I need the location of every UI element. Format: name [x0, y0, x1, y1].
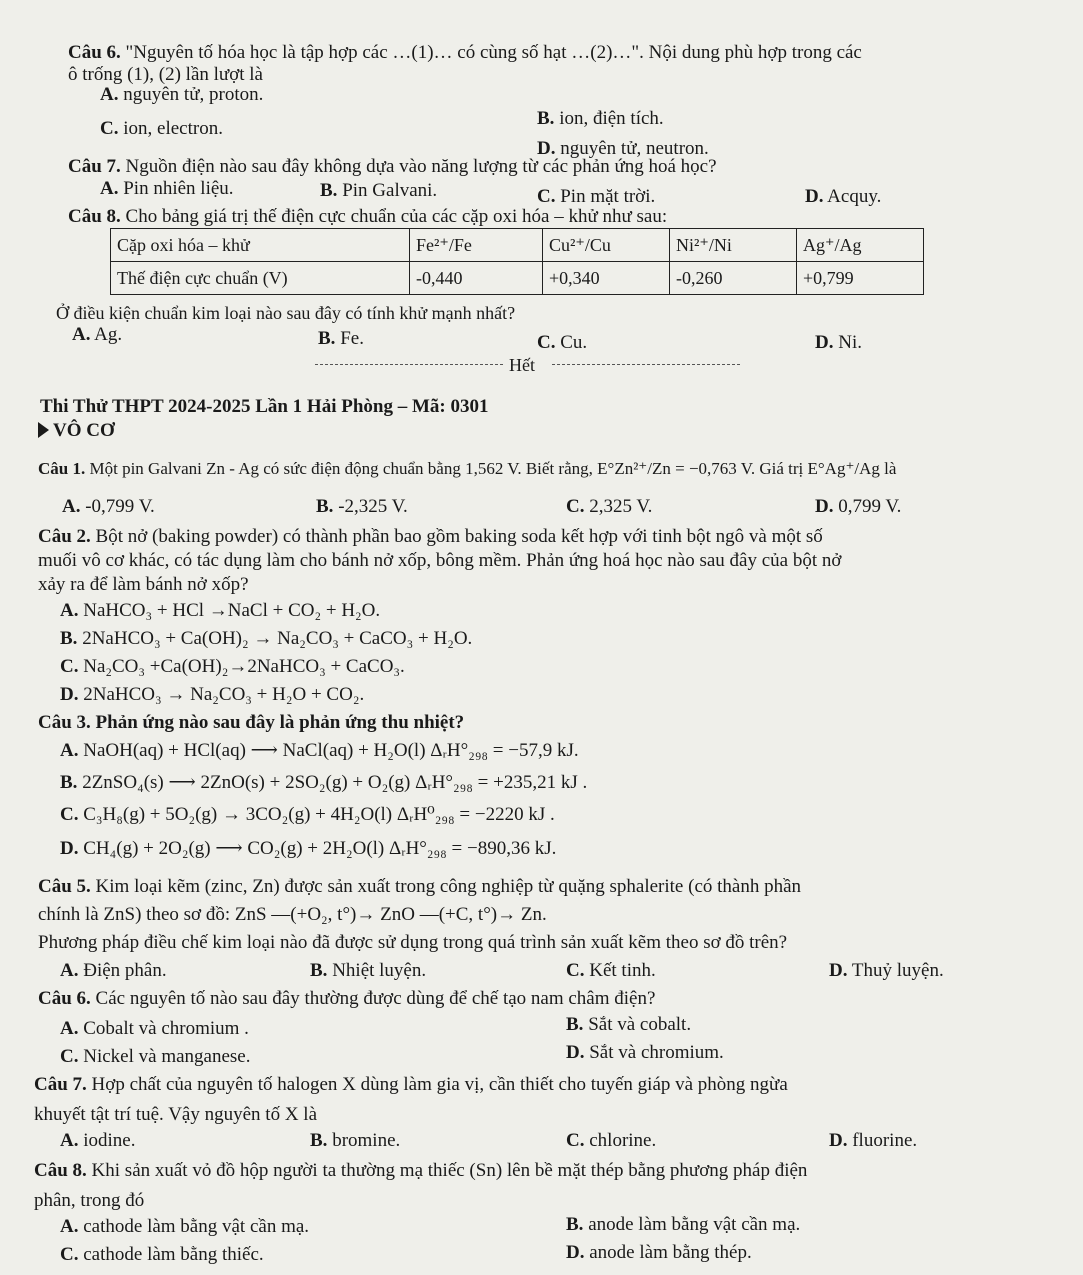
separator-left	[315, 364, 503, 365]
table-cell-value: -0,440	[410, 262, 543, 295]
q8a-option-b: B. Fe.	[318, 328, 364, 349]
q7b-option-c: C. chlorine.	[566, 1130, 657, 1151]
q6b-option-b: B. Sắt và cobalt.	[566, 1014, 692, 1035]
q7a-line1: Câu 7. Nguồn điện nào sau đây không dựa vào năng lượng từ các phản ứng hoá học?	[68, 156, 717, 177]
q1b-text: Câu 1. Một pin Galvani Zn - Ag có sức điện động chuẩn bằng 1,562 V. Biết rằng, E°Zn²⁺/Zn = −0,763 V. Giá trị E°Ag⁺/Ag là	[38, 459, 897, 478]
q8a-option-d: D. Ni.	[815, 332, 862, 353]
q3b-line1: Câu 3. Phản ứng nào sau đây là phản ứng thu nhiệt?	[38, 712, 465, 733]
q7b-line1: Câu 7. Hợp chất của nguyên tố halogen X dùng làm gia vị, cần thiết cho tuyến giáp và phòng ngừa	[34, 1074, 788, 1095]
triangle-bullet-icon	[38, 422, 49, 438]
table-cell-value: -0,260	[670, 262, 797, 295]
table-header-potential: Thế điện cực chuẩn (V)	[111, 262, 410, 295]
q5b-option-a: A. Điện phân.	[60, 960, 167, 981]
q1b-option-d: D. 0,799 V.	[815, 496, 902, 517]
q7b-option-d: D. fluorine.	[829, 1130, 918, 1151]
q3b-option-d: D. CH₄(g) + 2O₂(g) ⟶ CO₂(g) + 2H₂O(l) ΔᵣH°₂₉₈ = −890,36 kJ.	[60, 838, 557, 859]
q8b-option-d: D. anode làm bằng thép.	[566, 1242, 752, 1263]
q6a-line1: Câu 6. "Nguyên tố hóa học là tập hợp các …(1)… có cùng số hạt …(2)…". Nội dung phù hợp trong các	[68, 42, 862, 63]
q1b-option-a: A. -0,799 V.	[62, 496, 155, 517]
q1b-option-c: C. 2,325 V.	[566, 496, 653, 517]
q2b-line1: Câu 2. Bột nở (baking powder) có thành phần bao gồm baking soda kết hợp với tinh bột ngô và một số	[38, 526, 823, 547]
q6a-option-a: A. nguyên tử, proton.	[100, 84, 264, 105]
q2b-option-c: C. Na₂CO₃ +Ca(OH)₂→2NaHCO₃ + CaCO₃.	[60, 656, 405, 677]
q6a-option-d: D. nguyên tử, neutron.	[537, 138, 709, 159]
q6a-option-c: C. ion, electron.	[100, 118, 223, 139]
q7a-option-c: C. Pin mặt trời.	[537, 186, 656, 207]
section-heading	[38, 420, 115, 442]
electrode-potential-table	[110, 228, 924, 295]
q8a-option-c: C. Cu.	[537, 332, 588, 353]
q3b-option-c: C. C₃H₈(g) + 5O₂(g) → 3CO₂(g) + 4H₂O(l) ΔᵣH⁰₂₉₈ = −2220 kJ .	[60, 804, 555, 825]
q5b-option-b: B. Nhiệt luyện.	[310, 960, 427, 981]
q6b-line1: Câu 6. Các nguyên tố nào sau đây thường được dùng để chế tạo nam châm điện?	[38, 988, 656, 1009]
q8b-option-a: A. cathode làm bằng vật cần mạ.	[60, 1216, 310, 1237]
table-cell-value: +0,799	[797, 262, 924, 295]
q5b-line1: Câu 5. Kim loại kẽm (zinc, Zn) được sản xuất trong công nghiệp từ quặng sphalerite (có thành phần	[38, 876, 802, 897]
q5b-option-c: C. Kết tinh.	[566, 960, 656, 981]
table-cell-pair: Fe²⁺/Fe	[410, 229, 543, 262]
table-cell-value: +0,340	[543, 262, 670, 295]
q8b-line2: phân, trong đó	[34, 1190, 145, 1211]
q7a-option-d: D. Acquy.	[805, 186, 882, 207]
end-marker: Hết	[509, 355, 535, 375]
q2b-line2: muối vô cơ khác, có tác dụng làm cho bánh nở xốp, bông mềm. Phản ứng hoá học nào sau đây của bột nở	[38, 550, 842, 571]
q2b-option-b: B. 2NaHCO₃ + Ca(OH)₂ → Na₂CO₃ + CaCO₃ + H₂O.	[60, 628, 473, 649]
q7a-option-b: B. Pin Galvani.	[320, 180, 438, 201]
separator-right	[552, 364, 740, 365]
q8b-option-c: C. cathode làm bằng thiếc.	[60, 1244, 264, 1265]
q7b-option-a: A. iodine.	[60, 1130, 136, 1151]
q2b-option-a: A. NaHCO₃ + HCl →NaCl + CO₂ + H₂O.	[60, 600, 381, 621]
q2b-line3: xảy ra để làm bánh nở xốp?	[38, 574, 249, 595]
q3b-option-b: B. 2ZnSO₄(s) ⟶ 2ZnO(s) + 2SO₂(g) + O₂(g) ΔᵣH°₂₉₈ = +235,21 kJ .	[60, 772, 588, 793]
q3b-option-a: A. NaOH(aq) + HCl(aq) ⟶ NaCl(aq) + H₂O(l) ΔᵣH°₂₉₈ = −57,9 kJ.	[60, 740, 579, 761]
q8a-line1: Câu 8. Cho bảng giá trị thế điện cực chuẩn của các cặp oxi hóa – khử như sau:	[68, 206, 668, 227]
q7a-option-a: A. Pin nhiên liệu.	[100, 178, 234, 199]
table-cell-pair: Ni²⁺/Ni	[670, 229, 797, 262]
q1b-option-b: B. -2,325 V.	[316, 496, 408, 517]
q5b-option-d: D. Thuỷ luyện.	[829, 960, 944, 981]
q7b-option-b: B. bromine.	[310, 1130, 401, 1151]
exam-title: Thi Thử THPT 2024-2025 Lần 1 Hải Phòng – Mã: 0301	[40, 396, 489, 417]
q5b-line2: chính là ZnS) theo sơ đồ: ZnS —(+O₂, t°)→ ZnO —(+C, t°)→ Zn.	[38, 904, 547, 925]
q6b-option-c: C. Nickel và manganese.	[60, 1046, 251, 1067]
q6b-option-a: A. Cobalt và chromium .	[60, 1018, 249, 1039]
q8a-option-a: A. Ag.	[72, 324, 123, 345]
table-cell-pair: Cu²⁺/Cu	[543, 229, 670, 262]
q8b-option-b: B. anode làm bằng vật cần mạ.	[566, 1214, 801, 1235]
q2b-option-d: D. 2NaHCO₃ → Na₂CO₃ + H₂O + CO₂.	[60, 684, 365, 705]
q8b-line1: Câu 8. Khi sản xuất vỏ đồ hộp người ta thường mạ thiếc (Sn) lên bề mặt thép bằng phương pháp điện	[34, 1160, 808, 1181]
q6a-line2: ô trống (1), (2) lần lượt là	[68, 64, 263, 85]
table-header-pair: Cặp oxi hóa – khử	[111, 229, 410, 262]
q8a-line2: Ở điều kiện chuẩn kim loại nào sau đây có tính khử mạnh nhất?	[56, 303, 516, 323]
q5b-line3: Phương pháp điều chế kim loại nào đã được sử dụng trong quá trình sản xuất kẽm theo sơ đồ trên?	[38, 932, 788, 953]
table-cell-pair: Ag⁺/Ag	[797, 229, 924, 262]
section-label: VÔ CƠ	[53, 420, 115, 441]
q6b-option-d: D. Sắt và chromium.	[566, 1042, 724, 1063]
q6a-option-b: B. ion, điện tích.	[537, 108, 664, 129]
q7b-line2: khuyết tật trí tuệ. Vậy nguyên tố X là	[34, 1104, 318, 1125]
